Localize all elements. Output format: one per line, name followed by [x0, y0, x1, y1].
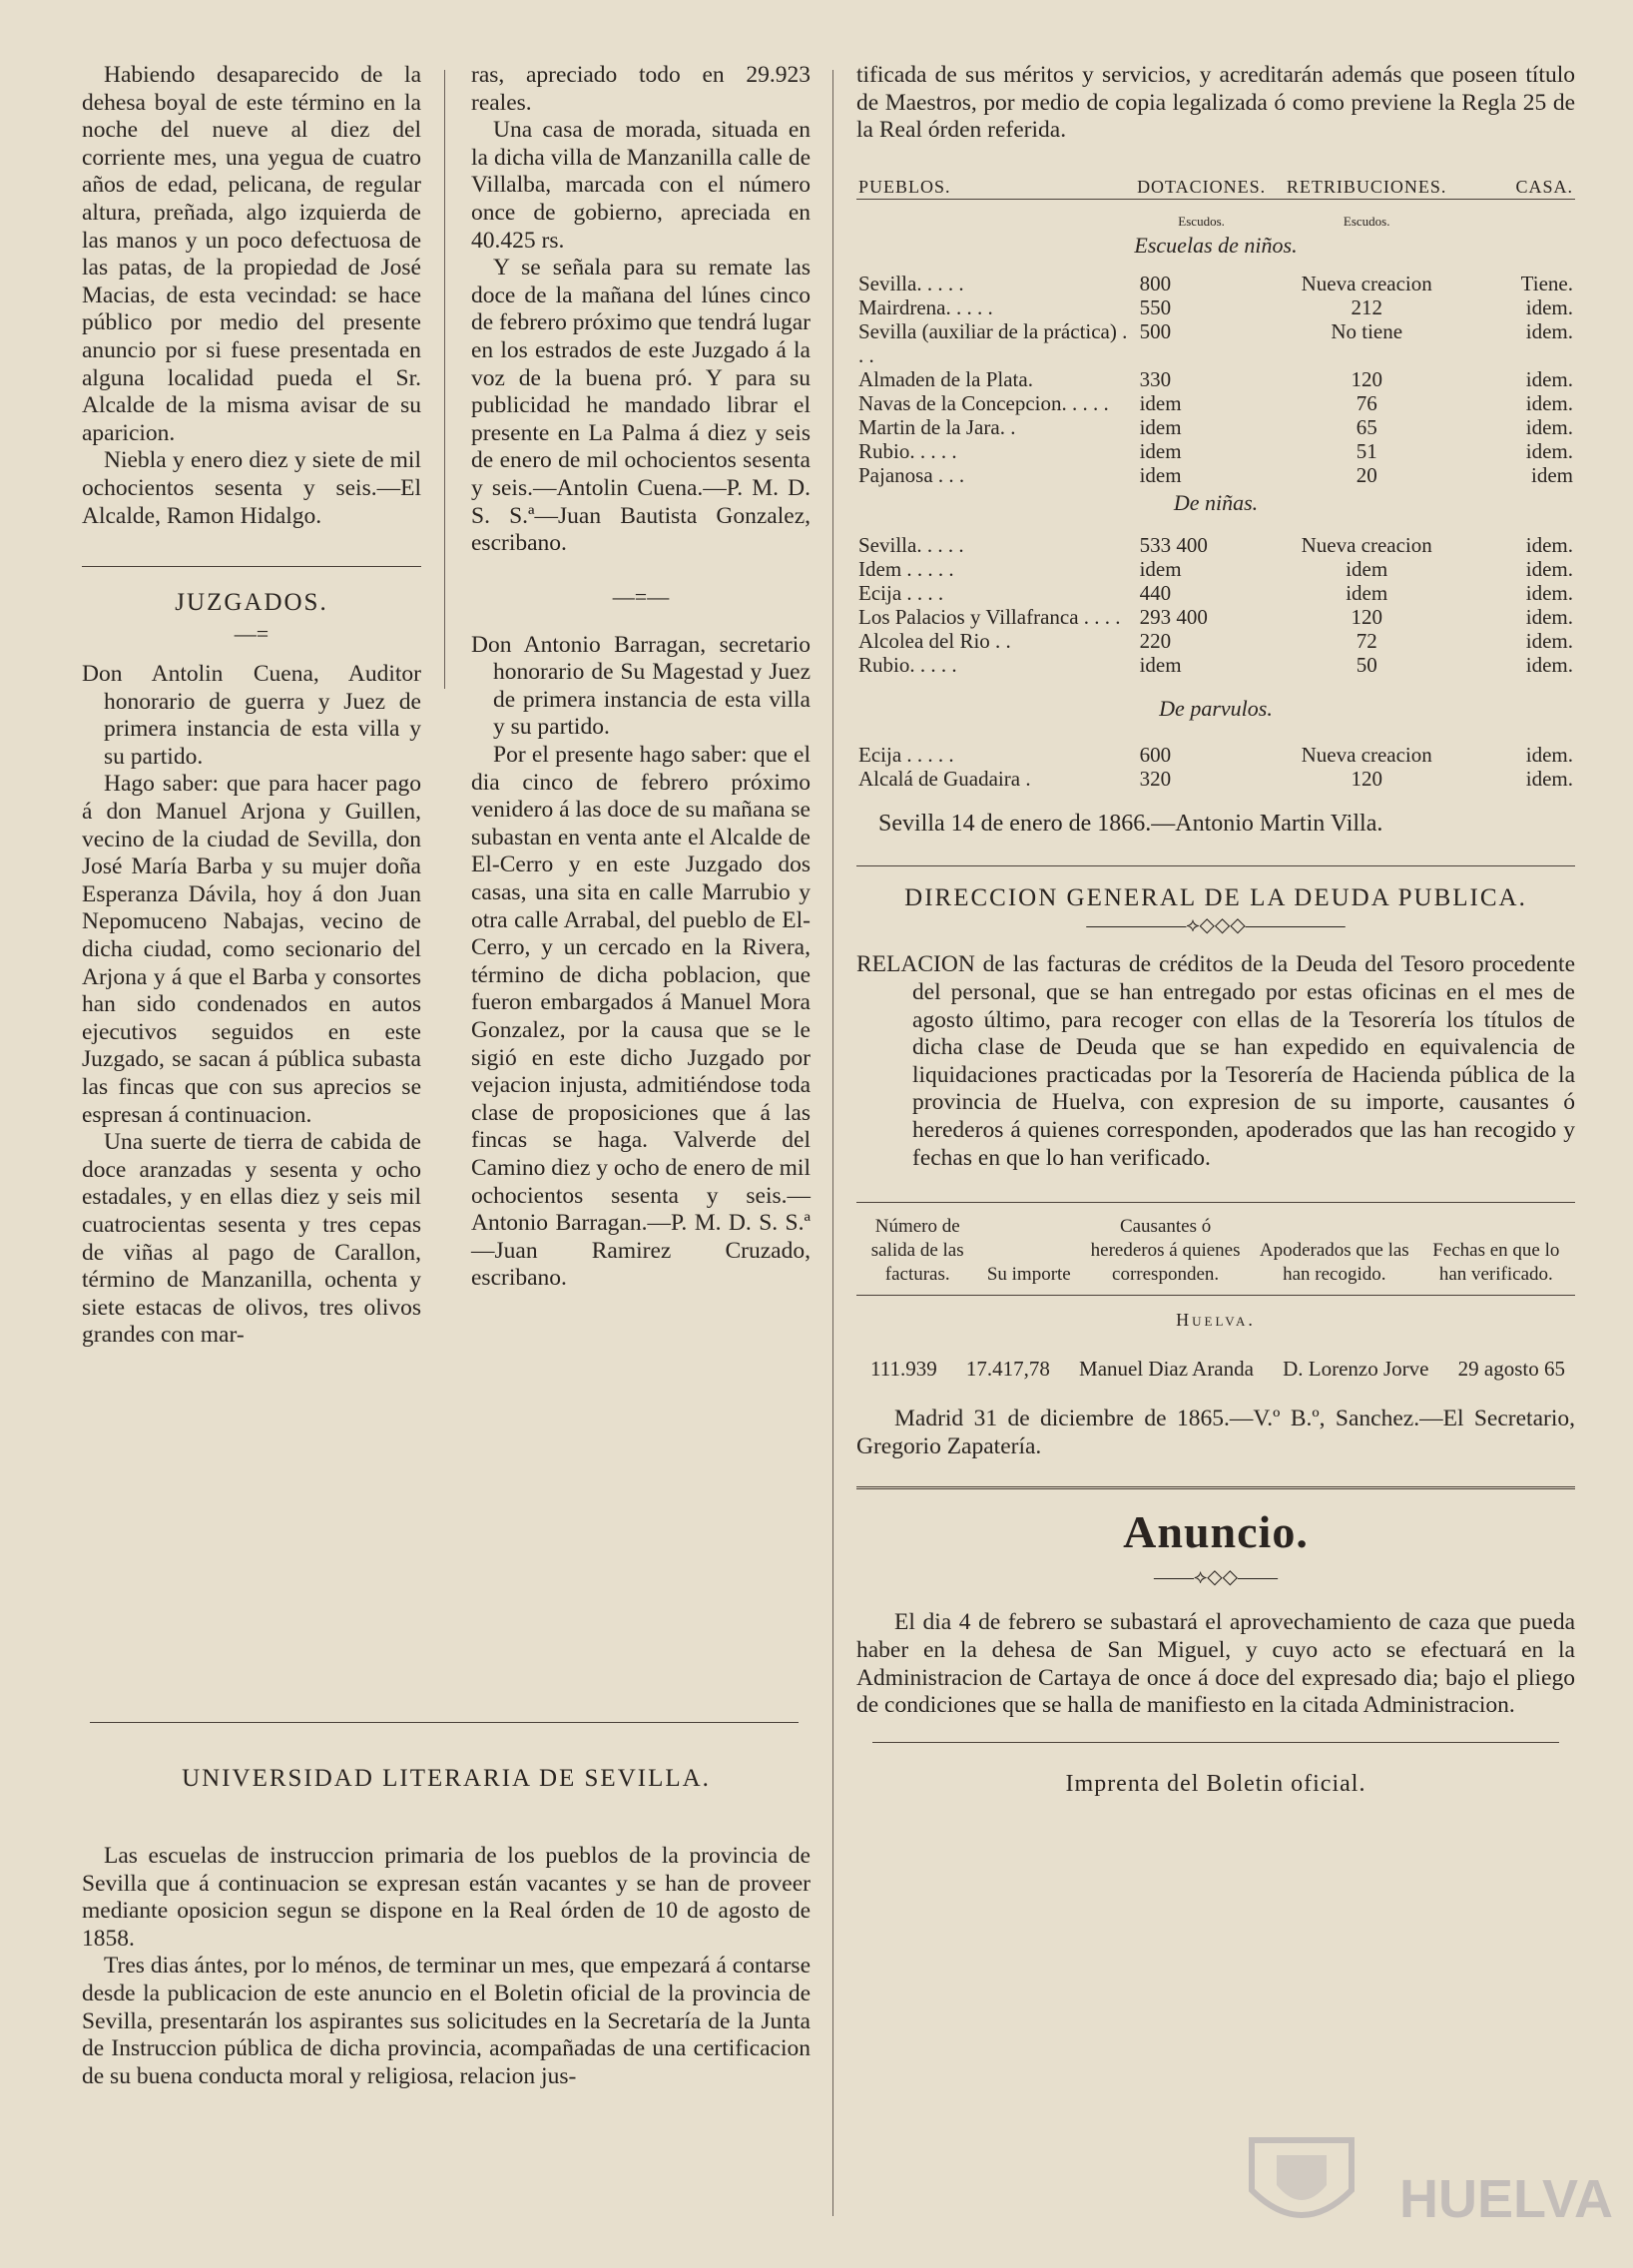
deuda-header-row — [856, 1215, 1575, 1287]
cell-pueblo: Sevilla (auxiliar de la práctica) . . . — [858, 318, 1128, 367]
unit-escudos: Escudos. — [1178, 213, 1225, 229]
cell-casa: idem. — [1525, 438, 1573, 463]
table-row — [856, 463, 1575, 487]
cell-pueblo: Idem . . . . . — [858, 556, 954, 581]
divider — [856, 1295, 1575, 1296]
cell-casa: idem. — [1525, 652, 1573, 677]
cell-retribucion: 72 — [1356, 628, 1377, 653]
deuda-header-numero: Número de salida de las facturas. — [870, 1216, 964, 1286]
table-row — [856, 533, 1575, 557]
deuda-table — [856, 1215, 1575, 1287]
deuda-ornament: —————⟡◇◇◇————— — [1086, 914, 1346, 937]
cell-pueblo: Rubio. . . . . — [858, 652, 957, 677]
column-divider-left — [444, 70, 445, 689]
anuncio-ornament: ——⟡◇◇—— — [1154, 1566, 1278, 1589]
deuda-header-causantes: Causantes ó herederos á quienes corresponden. — [1090, 1216, 1241, 1286]
cell-retribucion: Nueva creacion — [1301, 532, 1432, 557]
cell-casa: idem. — [1525, 390, 1573, 415]
cell-pueblo: Mairdrena. . . . . — [858, 294, 993, 319]
section-ninas: De niñas. — [1173, 489, 1259, 515]
cell-retribucion: No tiene — [1331, 318, 1403, 343]
cell-retribucion: 51 — [1356, 438, 1377, 463]
deuda-heading: DIRECCION GENERAL DE LA DEUDA PUBLICA. — [904, 884, 1527, 912]
niebla-signature: Niebla y enero diez y siete de mil ochocientos sesenta y seis.—El Alcalde, Ramon Hidalgo. — [82, 447, 421, 529]
column-two — [471, 62, 811, 1293]
unit-escudos-2: Escudos. — [1343, 213, 1390, 229]
cell-dotacion: idem — [1139, 652, 1182, 677]
cell-dotacion: 220 — [1139, 628, 1172, 653]
cell-retribucion: 120 — [1351, 604, 1382, 629]
table-row — [856, 391, 1575, 415]
ninos-rows — [856, 272, 1575, 487]
cell-dotacion: 440 — [1139, 580, 1172, 605]
cell-casa: idem. — [1525, 414, 1573, 439]
deuda-cell-numero: 111.939 — [870, 1357, 937, 1382]
table-row — [856, 653, 1575, 677]
cell-retribucion: 120 — [1351, 366, 1382, 391]
cell-dotacion: idem — [1139, 556, 1182, 581]
table-row — [856, 415, 1575, 439]
cell-pueblo: Navas de la Concepcion. . . . . — [858, 390, 1109, 415]
divider — [872, 1742, 1559, 1743]
universidad-p2: Tres dias ántes, por lo ménos, de terminar un mes, que empezará á contarse desde la publicacion de este anuncio en el Boletin oficial de la provincia de Sevilla, presentarán los aspirantes sus solicitudes en la Secretaría de la Junta de Instruccion pública de dicha provincia, acompañadas de una certificacion de su buena conducta moral y religiosa, relacion jus- — [82, 1953, 811, 2089]
deuda-header-fechas: Fechas en que lo han verificado. — [1432, 1240, 1560, 1286]
barragan-intro: Don Antonio Barragan, secretario honorario de Su Magestad y Juez de primera instancia de esta villa y su partido. — [471, 631, 811, 741]
table-row — [856, 605, 1575, 629]
universidad-top-rule — [90, 1722, 799, 1723]
cell-dotacion: 330 — [1139, 366, 1172, 391]
divider — [82, 566, 421, 567]
juzgados-dash: —= — [234, 621, 270, 647]
hago-saber-text: Hago saber: que para hacer pago á don Manuel Arjona y Guillen, vecino de la ciudad de Sevilla, don José María Barba y su mujer doña Esperanza Dávila, hoy á don Juan Nepomuceno Nabajas, vecino de dicha ciudad, como secionario del Arjona y á que el Barba y consortes han sido condenados en autos ejecutivos seguidos en este Juzgado, se sacan á pública subasta las fincas que con sus aprecios se espresan á continuacion. — [82, 771, 421, 1128]
header-retribuciones: RETRIBUCIONES. — [1274, 175, 1460, 200]
relacion-text: RELACION de las facturas de créditos de la Deuda del Tesoro procedente del personal, que se han entregado por estas oficinas en el mes de agosto último, para recoger con ellas de la Tesorería los títulos de dicha clase de Deuda que se han expedido en equivalencia de liquidaciones practicadas por la Tesorería de Hacienda pública de la provincia de Huelva, con expresion de su importe, causantes ó herederos á quienes corresponden, apoderados que las han recogido y fechas en que lo han verificado. — [856, 951, 1575, 1171]
cell-retribucion: 120 — [1351, 766, 1382, 791]
suerte-text: Una suerte de tierra de cabida de doce aranzadas y sesenta y ocho estadales, y en ellas diez y seis mil cuatrocientas sesenta y tres cepas de viñas al pago de Carallon, término de Manzanilla, ochenta y siete estacas de olivos, tres olivos grandes con mar- — [82, 1129, 421, 1349]
imprenta-footer: Imprenta del Boletin oficial. — [1065, 1770, 1366, 1797]
juzgados-heading: JUZGADOS. — [175, 589, 328, 617]
cell-retribucion: 212 — [1351, 294, 1382, 319]
continuation-text: ras, apreciado todo en 29.923 reales. — [471, 62, 811, 116]
escuelas-table — [856, 175, 1575, 791]
section-parvulos: De parvulos. — [1159, 695, 1273, 721]
divider — [856, 1486, 1575, 1489]
table-row — [856, 367, 1575, 391]
madrid-signature: Madrid 31 de diciembre de 1865.—V.º B.º, Sanchez.—El Secretario, Gregorio Zapatería. — [856, 1406, 1575, 1459]
deuda-header-importe: Su importe — [986, 1264, 1071, 1286]
sevilla-signature: Sevilla 14 de enero de 1866.—Antonio Martin Villa. — [878, 810, 1383, 837]
cell-pueblo: Ecija . . . . — [858, 580, 944, 605]
table-row — [856, 319, 1575, 367]
cell-retribucion: Nueva creacion — [1301, 271, 1432, 295]
cell-retribucion: idem — [1346, 556, 1388, 581]
cell-retribucion: 76 — [1356, 390, 1377, 415]
parvulos-rows — [856, 743, 1575, 791]
universidad-section — [82, 1765, 811, 2090]
archive-watermark — [1232, 2130, 1613, 2240]
cuena-intro: Don Antolin Cuena, Auditor honorario de guerra y Juez de primera instancia de esta villa y su partido. — [82, 661, 421, 770]
cell-pueblo: Los Palacios y Villafranca . . . . — [858, 604, 1121, 629]
seal-icon — [1232, 2130, 1391, 2240]
cell-casa: idem. — [1525, 580, 1573, 605]
cell-dotacion: 533 400 — [1139, 532, 1208, 557]
niebla-notice: Habiendo desaparecido de la dehesa boyal de este término en la noche del nueve al diez del corriente mes, una yegua de cuatro años de edad, pelicana, de regular altura, preñada, algo izquierda de las manos y un poco defectuosa de las patas, de la propiedad de José Macias, de esta vecindad: se hace público por medio del presente anuncio por si fuese presentada en alguna localidad pueda el Sr. Alcalde de la misma avisar de su aparicion. — [82, 62, 421, 446]
cell-retribucion: idem — [1346, 580, 1388, 605]
column-three — [856, 62, 1575, 1798]
header-casa: CASA. — [1460, 175, 1575, 200]
anuncio-heading: Anuncio. — [1123, 1506, 1309, 1558]
header-dotaciones: DOTACIONES. — [1130, 175, 1274, 200]
deuda-cell-apoderado: D. Lorenzo Jorve — [1283, 1357, 1429, 1382]
cell-pueblo: Alcolea del Rio . . — [858, 628, 1011, 653]
section-ninos: Escuelas de niños. — [1134, 232, 1298, 258]
cell-retribucion: 50 — [1356, 652, 1377, 677]
anuncio-text: El dia 4 de febrero se subastará el aprovechamiento de caza que pueda haber en la dehesa de San Miguel, y cuyo acto se efectuará en la Administracion de Cartaya de once á doce del expresado dia; bajo el pliego de condiciones que se halla de manifiesto en la citada Administracion. — [856, 1609, 1575, 1719]
cell-pueblo: Pajanosa . . . — [858, 462, 965, 487]
cell-dotacion: 800 — [1139, 271, 1172, 295]
por-presente-text: Por el presente hago saber: que el dia cinco de febrero próximo venidero á las doce de su mañana se subastan en venta ante el Alcalde de El-Cerro y en este Juzgado dos casas, una sita en calle Marrubio y otra calle Arrabal, del pueblo de El-Cerro, y un cercado en la Rivera, término de dicha poblacion, que fueron embargados á Manuel Mora Gonzalez, por la causa que se le sigió en este dicho Juzgado por vejacion injusta, admitiéndose toda clase de proposiciones que á las fincas se haga. Valverde del Camino diez y ocho de enero de mil ochocientos sesenta y seis.—Antonio Barragan.—P. M. D. S. S.ª—Juan Ramirez Cruzado, escribano. — [471, 742, 811, 1292]
deuda-header-apoderados: Apoderados que las han recogido. — [1259, 1240, 1409, 1286]
table-row — [856, 581, 1575, 605]
cell-dotacion: idem — [1139, 414, 1182, 439]
cell-dotacion: idem — [1139, 390, 1182, 415]
cell-casa: idem. — [1525, 604, 1573, 629]
cell-dotacion: 500 — [1139, 318, 1172, 343]
cell-pueblo: Sevilla. . . . . — [858, 271, 964, 295]
continuation-text: tificada de sus méritos y servicios, y acreditarán además que poseen título de Maestros, por medio de copia legalizada ó como previene la Regla 25 de la Real órden referida. — [856, 62, 1575, 144]
separator-dash: —=— — [612, 583, 670, 609]
cell-pueblo: Alcalá de Guadaira . — [858, 766, 1031, 791]
cell-casa: Tiene. — [1520, 271, 1573, 295]
deuda-data-row — [856, 1357, 1575, 1382]
cell-casa: idem. — [1525, 556, 1573, 581]
cell-casa: idem. — [1525, 532, 1573, 557]
cell-pueblo: Rubio. . . . . — [858, 438, 957, 463]
casa-text: Una casa de morada, situada en la dicha villa de Manzanilla calle de Villalba, marcada con el número once de gobierno, apreciada en 40.425 rs. — [471, 117, 811, 254]
table-row — [856, 272, 1575, 295]
cell-dotacion: 320 — [1139, 766, 1172, 791]
cell-casa: idem. — [1525, 318, 1573, 343]
divider — [856, 865, 1575, 866]
deuda-cell-fecha: 29 agosto 65 — [1457, 1357, 1565, 1382]
universidad-p1: Las escuelas de instruccion primaria de los pueblos de la provincia de Sevilla que á continuacion se expresan están vacantes y se han de proveer mediante oposicion segun se dispone en la Real órden de 10 de agosto de 1858. — [82, 1843, 811, 1952]
watermark-text: HUELVA — [1399, 2169, 1613, 2229]
table-row — [856, 557, 1575, 581]
cell-dotacion: idem — [1139, 462, 1182, 487]
table-row — [856, 767, 1575, 791]
divider — [856, 1202, 1575, 1203]
cell-casa: idem — [1531, 462, 1573, 487]
table-row — [856, 439, 1575, 463]
table-row — [856, 743, 1575, 767]
ninas-rows — [856, 533, 1575, 677]
cell-casa: idem. — [1525, 366, 1573, 391]
cell-dotacion: 550 — [1139, 294, 1172, 319]
cell-retribucion: Nueva creacion — [1301, 742, 1432, 767]
table-header-row — [856, 175, 1575, 200]
column-one — [82, 62, 421, 1350]
cell-pueblo: Almaden de la Plata. — [858, 366, 1033, 391]
cell-pueblo: Ecija . . . . . — [858, 742, 954, 767]
cell-casa: idem. — [1525, 628, 1573, 653]
cell-dotacion: 293 400 — [1139, 604, 1208, 629]
cell-casa: idem. — [1525, 294, 1573, 319]
cell-retribucion: 20 — [1356, 462, 1377, 487]
cell-pueblo: Sevilla. . . . . — [858, 532, 964, 557]
remate-text: Y se señala para su remate las doce de la mañana del lúnes cinco de febrero próximo que tendrá lugar en los estrados de este Juzgado á la voz de la buena pró. Y para su publicidad he mandado librar el presente en La Palma á diez y seis de enero de mil ochocientos sesenta y seis.—Antolin Cuena.—P. M. D. S. S.ª—Juan Bautista Gonzalez, escribano. — [471, 255, 811, 557]
huelva-label: Huelva. — [1176, 1310, 1256, 1331]
deuda-cell-importe: 17.417,78 — [965, 1357, 1050, 1382]
units-row — [856, 199, 1575, 234]
cell-casa: idem. — [1525, 766, 1573, 791]
header-pueblos: PUEBLOS. — [856, 175, 1130, 200]
universidad-heading: UNIVERSIDAD LITERARIA DE SEVILLA. — [182, 1765, 711, 1792]
cell-retribucion: 65 — [1356, 414, 1377, 439]
cell-pueblo: Martin de la Jara. . — [858, 414, 1016, 439]
column-divider-right — [832, 70, 833, 2216]
cell-casa: idem. — [1525, 742, 1573, 767]
deuda-cell-causante: Manuel Diaz Aranda — [1079, 1357, 1254, 1382]
table-row — [856, 295, 1575, 319]
table-row — [856, 629, 1575, 653]
cell-dotacion: idem — [1139, 438, 1182, 463]
cell-dotacion: 600 — [1139, 742, 1172, 767]
